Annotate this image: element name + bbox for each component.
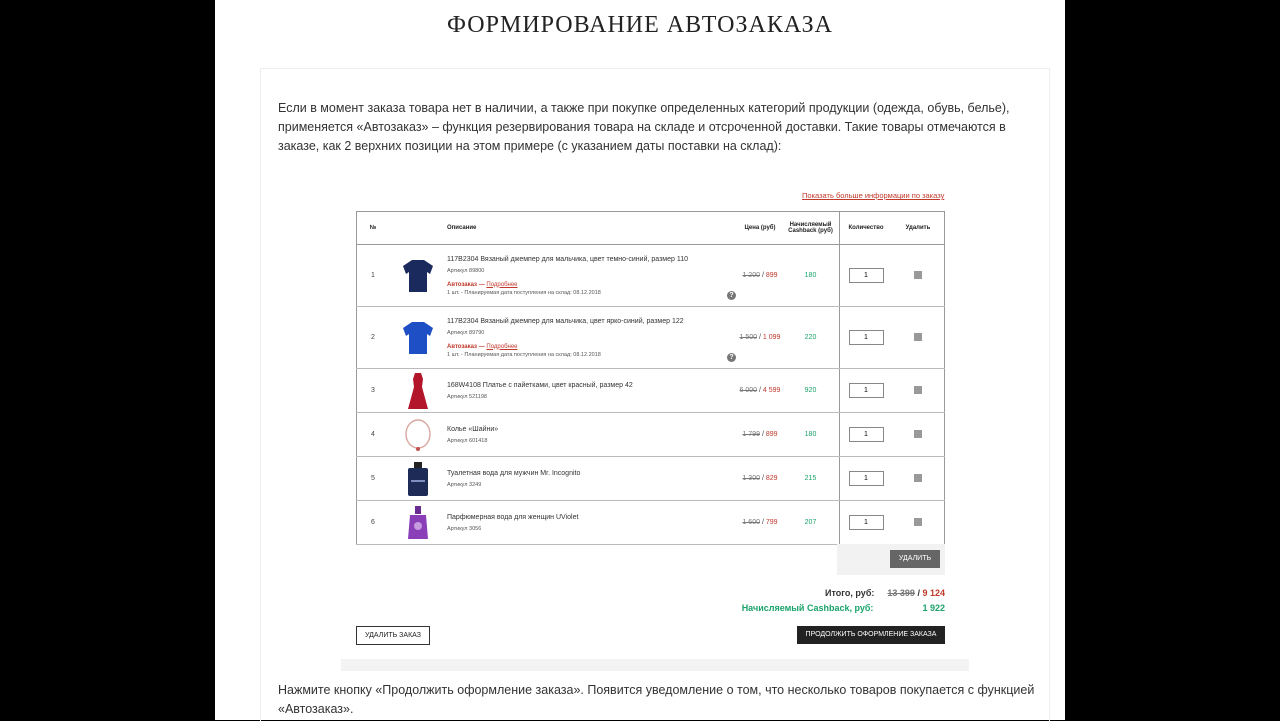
delete-order-button[interactable]: УДАЛИТЬ ЗАКАЗ xyxy=(356,626,430,645)
table-row xyxy=(357,501,945,545)
quantity-input[interactable] xyxy=(849,330,884,345)
quantity-input[interactable] xyxy=(849,268,884,283)
delete-selected-button[interactable]: УДАЛИТЬ xyxy=(890,550,940,568)
row-qty xyxy=(840,501,893,545)
content-panel xyxy=(260,68,1050,721)
row-price: 1 600 / 799 xyxy=(738,501,782,545)
row-qty xyxy=(840,245,893,307)
col-desc: Описание xyxy=(446,212,738,245)
delete-checkbox[interactable] xyxy=(914,271,922,279)
delete-checkbox[interactable] xyxy=(914,430,922,438)
cashback-total: 1 922 xyxy=(922,603,945,613)
row-delete xyxy=(892,307,945,369)
price-new: 4 599 xyxy=(762,387,781,394)
row-cashback: 220 xyxy=(782,307,840,369)
product-article: Артикул 89800 xyxy=(447,267,485,274)
product-article: Артикул 3056 xyxy=(447,525,482,532)
page-title: ФОРМИРОВАНИЕ АВТОЗАКАЗА xyxy=(447,12,833,38)
row-desc xyxy=(446,457,738,501)
row-num: 4 xyxy=(357,413,390,457)
sweater-blue-icon xyxy=(389,307,446,369)
row-cashback: 920 xyxy=(782,369,840,413)
product-article: Артикул 601418 xyxy=(447,437,488,444)
row-delete xyxy=(892,501,945,545)
row-qty xyxy=(840,457,893,501)
row-delete xyxy=(892,413,945,457)
cashback-label: Начисляемый Cashback, руб: xyxy=(741,603,874,613)
table-row xyxy=(357,369,945,413)
row-delete xyxy=(892,369,945,413)
page xyxy=(215,0,1065,720)
row-cashback: 215 xyxy=(782,457,840,501)
delete-checkbox[interactable] xyxy=(914,518,922,526)
row-price: 1 200 / 899 xyxy=(738,245,782,307)
product-name[interactable]: Колье «Шайни» xyxy=(447,425,499,433)
row-num: 1 xyxy=(357,245,390,307)
row-cashback: 207 xyxy=(782,501,840,545)
total-row: Итого, руб: 13 399 / 9 124 xyxy=(825,588,945,598)
delivery-date: 1 шт. - Планируемая дата поступления на склад: 08.12.2018 xyxy=(447,351,601,358)
row-num: 2 xyxy=(357,307,390,369)
row-desc xyxy=(446,413,738,457)
more-info-link[interactable]: Показать больше информации по заказу xyxy=(802,191,945,200)
col-delete: Удалить xyxy=(892,212,945,245)
row-num: 5 xyxy=(357,457,390,501)
product-name[interactable]: 168W4108 Платье с пайетками, цвет красный, размер 42 xyxy=(447,381,633,389)
quantity-input[interactable] xyxy=(849,515,884,530)
row-delete xyxy=(892,245,945,307)
row-price: 1 500 / 1 099 xyxy=(738,307,782,369)
intro-text: Если в момент заказа товара нет в наличии, а также при покупке определенных категорий продукции (одежда, обувь, белье), применяется «Автозаказ» – функция резервирования товара на складе и отсроченной доставки. Такие товары отмечаются в заказе, как 2 верхних позиции на этом примере (с указанием даты поставки на склад): xyxy=(278,101,1010,153)
price-old: 1 500 xyxy=(739,334,758,341)
delete-checkbox[interactable] xyxy=(914,333,922,341)
autoorder-details-link[interactable]: Подробнее xyxy=(486,343,518,350)
total-label: Итого, руб: xyxy=(825,588,875,598)
dress-red-icon xyxy=(389,369,446,413)
price-new: 799 xyxy=(765,519,778,526)
continue-checkout-button[interactable]: ПРОДОЛЖИТЬ ОФОРМЛЕНИЕ ЗАКАЗА xyxy=(797,626,945,644)
total-old: 13 399 xyxy=(887,588,915,598)
price-old: 1 799 xyxy=(742,431,760,438)
col-price: Цена (руб) xyxy=(738,212,782,245)
cashback-row xyxy=(742,603,945,613)
col-qty: Количество xyxy=(840,212,893,245)
product-article: Артикул 521198 xyxy=(447,393,487,400)
divider-strip xyxy=(341,659,969,671)
autoorder-note: Автозаказ — Подробнее xyxy=(447,343,518,350)
product-article: Артикул 89790 xyxy=(447,329,485,336)
price-old: 1 300 xyxy=(742,475,760,482)
row-num: 6 xyxy=(357,501,390,545)
delete-checkbox[interactable] xyxy=(914,474,922,482)
row-desc xyxy=(446,307,738,369)
row-price: 6 000 / 4 599 xyxy=(738,369,782,413)
product-name[interactable]: Туалетная вода для мужчин Mr. Incognito xyxy=(447,469,581,477)
row-desc xyxy=(446,245,738,307)
sweater-navy-icon xyxy=(389,245,446,307)
row-desc xyxy=(446,369,738,413)
price-new: 899 xyxy=(765,272,778,279)
total-new: 9 124 xyxy=(922,588,945,598)
help-icon[interactable]: ? xyxy=(727,353,736,362)
row-price: 1 799 / 899 xyxy=(738,413,782,457)
product-name[interactable]: 117B2304 Вязаный джемпер для мальчика, цвет ярко-синий, размер 122 xyxy=(447,317,684,325)
perfume-women-icon xyxy=(389,501,446,545)
autoorder-label: Автозаказ xyxy=(447,281,478,288)
row-qty xyxy=(840,413,893,457)
col-num: № xyxy=(357,212,390,245)
row-qty xyxy=(840,369,893,413)
row-delete xyxy=(892,457,945,501)
row-qty xyxy=(840,307,893,369)
table-row xyxy=(357,307,945,369)
quantity-input[interactable] xyxy=(849,427,884,442)
table-row xyxy=(357,457,945,501)
price-old: 1 200 xyxy=(742,272,760,279)
product-article: Артикул 3249 xyxy=(447,481,482,488)
price-new: 899 xyxy=(765,431,778,438)
row-cashback: 180 xyxy=(782,413,840,457)
delivery-date: 1 шт. - Планируемая дата поступления на склад: 08.12.2018 xyxy=(447,289,601,296)
quantity-input[interactable] xyxy=(849,383,884,398)
autoorder-note: Автозаказ — Подробнее xyxy=(447,281,518,288)
row-desc xyxy=(446,501,738,545)
row-price: 1 300 / 829 xyxy=(738,457,782,501)
col-cashback: Начисляемый Cashback (руб) xyxy=(782,212,840,245)
product-name[interactable]: Парфюмерная вода для женщин UViolet xyxy=(447,513,579,521)
outro-text: Нажмите кнопку «Продолжить оформление заказа». Появится уведомление о том, что несколько товаров покупается с функцией «Автозаказ». xyxy=(278,683,1035,716)
help-icon[interactable]: ? xyxy=(727,291,736,300)
quantity-input[interactable] xyxy=(849,471,884,486)
perfume-men-icon xyxy=(389,457,446,501)
price-old: 6 000 xyxy=(739,387,758,394)
product-name[interactable]: 117B2304 Вязаный джемпер для мальчика, цвет темно-синий, размер 110 xyxy=(447,255,688,263)
price-old: 1 600 xyxy=(742,519,760,526)
table-row xyxy=(357,413,945,457)
order-table xyxy=(356,211,945,545)
row-cashback: 180 xyxy=(782,245,840,307)
autoorder-label: Автозаказ xyxy=(447,343,478,350)
price-new: 829 xyxy=(765,475,778,482)
necklace-icon xyxy=(389,413,446,457)
price-new: 1 099 xyxy=(762,334,781,341)
col-image xyxy=(389,212,446,245)
row-num: 3 xyxy=(357,369,390,413)
delete-checkbox[interactable] xyxy=(914,386,922,394)
autoorder-details-link[interactable]: Подробнее xyxy=(486,281,518,288)
table-row xyxy=(357,245,945,307)
